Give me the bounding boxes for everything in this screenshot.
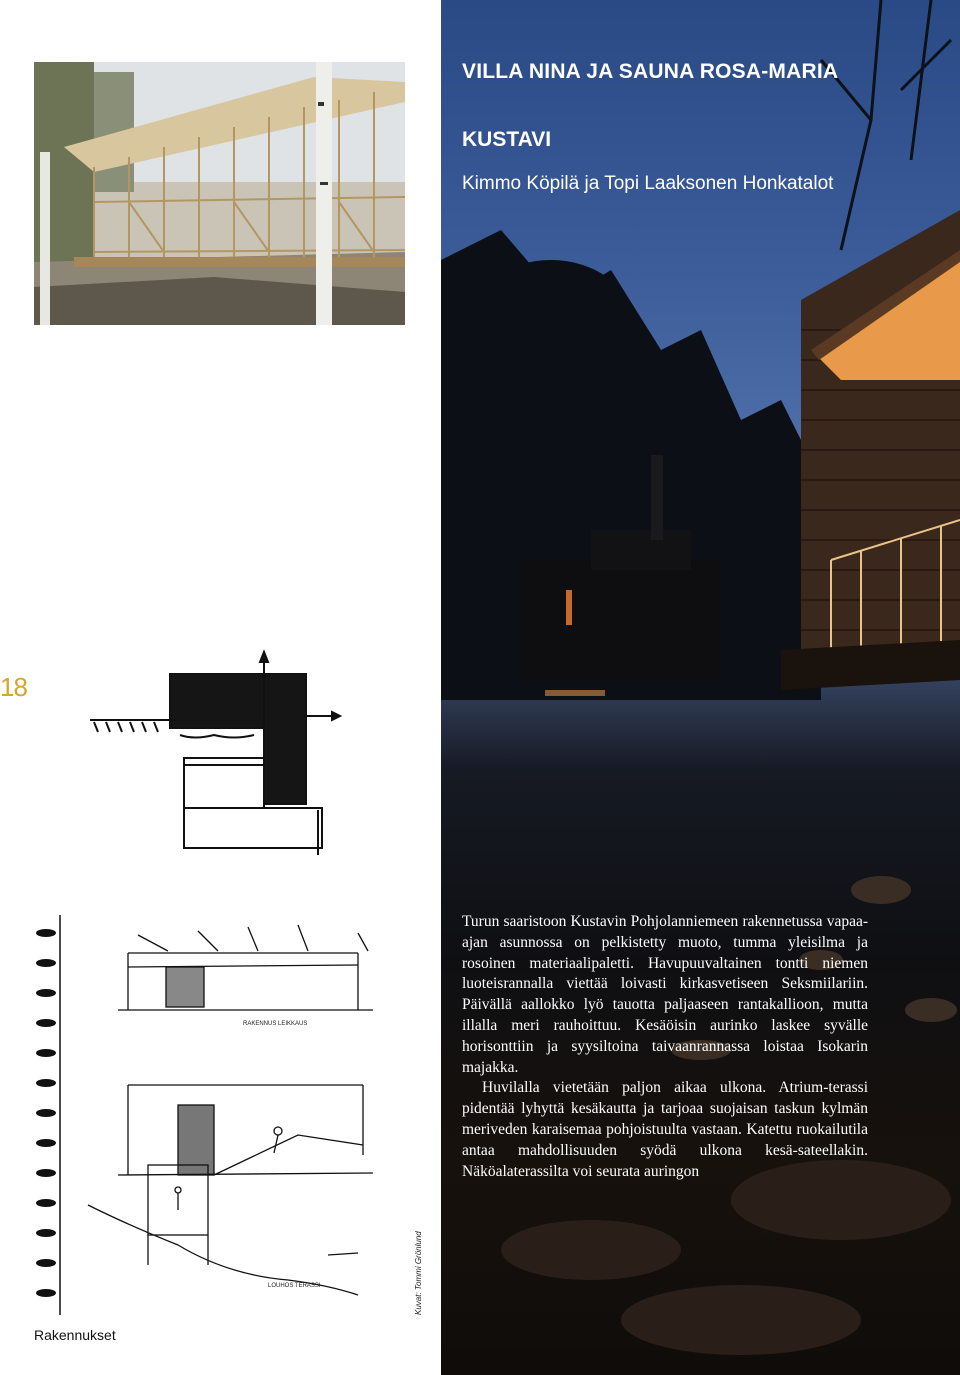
body-paragraph-1: Turun saaristoon Kustavin Pohjolanniemeen rakennetussa vapaa-ajan asunnossa on pelkistetty muoto, tumma yleisilma ja rosoinen materiaalipaletti. Havupuuvaltainen tontti niemen luoteisrannalla viettää loivasti kirkasvetiseen Seksmiilariin. Päivällä aallokko lyö tauotta paljaaseen rantakallioon, mutta illalla meri rauhoittuu. Kesäöisin aurinko laskee syvälle horisonttiin ja syysiltoina taivaanrannassa loistaa Isokarin majakka. [462, 913, 868, 1076]
photo-credit: Kuvat: Tommi Grönlund [414, 1231, 423, 1315]
page-number: 18 [0, 672, 27, 702]
article-title: VILLA NINA JA SAUNA ROSA-MARIA [462, 60, 839, 83]
article-architects: Kimmo Köpilä ja Topi Laaksonen Honkatalot [462, 173, 834, 194]
svg-text:LOUHOS TERASSI: LOUHOS TERASSI [268, 1283, 321, 1289]
construction-photo [34, 62, 405, 325]
section-sketches [28, 905, 423, 1323]
svg-text:RAKENNUS LEIKKAUS: RAKENNUS LEIKKAUS [243, 1021, 308, 1027]
construction-photo-image [34, 62, 405, 325]
article-body [462, 912, 868, 1182]
footer-label: Rakennukset [34, 1327, 116, 1343]
body-paragraph-2: Huvilalla vietetään paljon aikaa ulkona. Atrium-terassi pidentää lyhyttä kesäkautta ja tarjoaa suojaisan taskun kylmän meriveden karaisemaa pohjoistuulta vastaan. Katettu ruokailutila antaa mahdollisuuden syödä ulkona kesä-sateellakin. Näköalaterassilta voi seurata auringon [462, 1079, 868, 1180]
floor-plan-sketch [84, 640, 344, 860]
article-location: KUSTAVI [462, 128, 552, 151]
